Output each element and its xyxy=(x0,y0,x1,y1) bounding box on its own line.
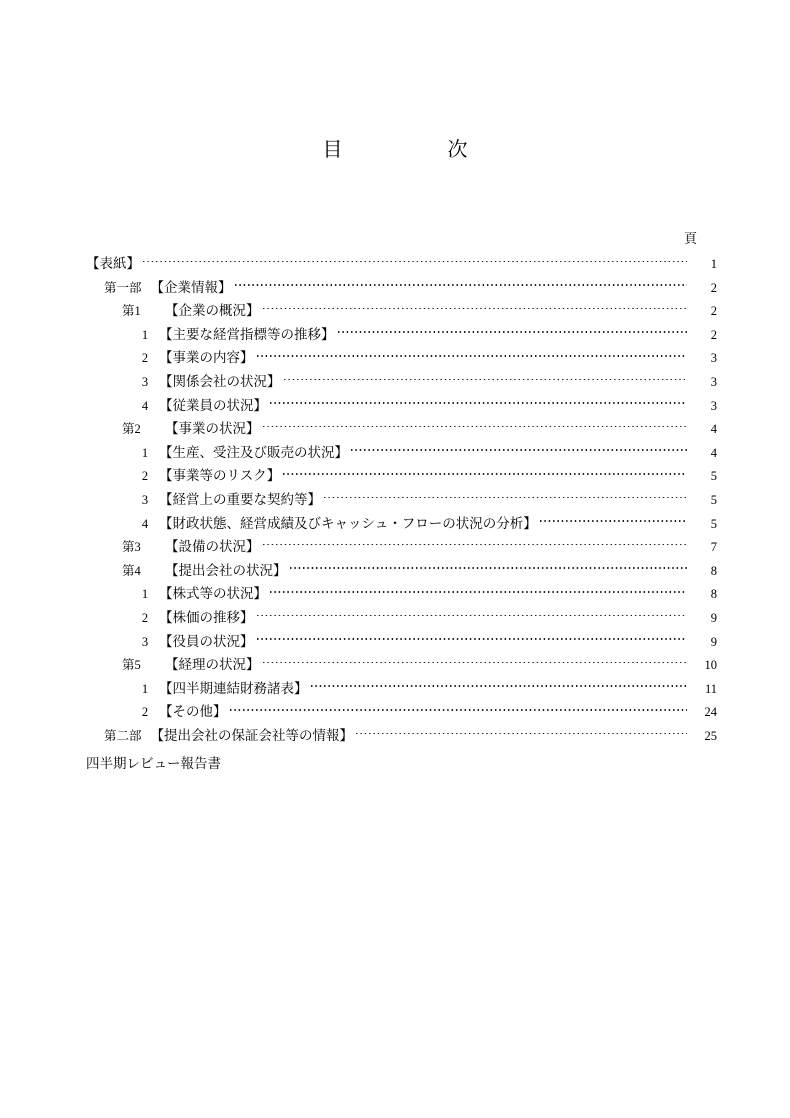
toc-dot-leader xyxy=(356,726,687,740)
toc-entry[interactable] xyxy=(0,535,790,559)
toc-entry-page-number: 8 xyxy=(710,587,717,602)
toc-entry-page-number: 4 xyxy=(710,422,717,437)
toc-entry[interactable] xyxy=(0,276,790,300)
toc-entry-page-number: 7 xyxy=(710,540,717,555)
toc-entry-label xyxy=(122,299,260,319)
toc-entry-page-number: 2 xyxy=(710,304,717,319)
toc-entry-label xyxy=(104,724,353,744)
toc-entry-number: 3 xyxy=(141,634,149,649)
toc-entry[interactable] xyxy=(0,653,790,677)
toc-entry-label xyxy=(140,582,267,602)
toc-entry-title: 【その他】 xyxy=(159,704,227,720)
page-title-char-1: 目 xyxy=(322,139,343,161)
toc-entry-title: 【事業の状況】 xyxy=(165,421,260,437)
toc-entry-title: 【企業情報】 xyxy=(150,279,232,295)
toc-entry[interactable] xyxy=(0,559,790,583)
toc-entry[interactable] xyxy=(0,417,790,441)
toc-entry-title: 【経営上の重要な契約等】 xyxy=(159,491,321,507)
toc-dot-leader xyxy=(324,490,687,504)
toc-entry[interactable] xyxy=(0,252,790,276)
toc-entry[interactable] xyxy=(0,370,790,394)
toc-entry-number: 第4 xyxy=(122,563,141,578)
toc-entry[interactable] xyxy=(0,323,790,347)
toc-entry-number: 第5 xyxy=(122,658,141,673)
toc-entry-label xyxy=(86,252,140,272)
toc-entry-title: 【四半期連結財務諸表】 xyxy=(159,680,308,696)
toc-entry-label xyxy=(122,535,260,555)
toc-entry-label xyxy=(122,653,260,673)
toc-entry[interactable] xyxy=(0,700,790,724)
toc-entry[interactable] xyxy=(0,299,790,323)
toc-entry-label xyxy=(140,323,335,343)
toc-entry-number: 1 xyxy=(141,445,149,460)
toc-entry-title: 【設備の状況】 xyxy=(165,539,260,555)
toc-entry-number: 第3 xyxy=(122,540,141,555)
toc-entry[interactable] xyxy=(0,464,790,488)
toc-entry-page-number: 9 xyxy=(710,634,717,649)
toc-entry-number: 4 xyxy=(141,516,149,531)
toc-entry-page-number: 5 xyxy=(710,469,717,484)
table-of-contents xyxy=(0,252,790,747)
toc-entry-label xyxy=(140,677,308,697)
toc-entry-number: 3 xyxy=(141,492,149,507)
toc-entry-page-number: 8 xyxy=(710,563,717,578)
toc-entry-label xyxy=(140,630,254,650)
toc-dot-leader xyxy=(263,302,688,316)
toc-dot-leader xyxy=(235,278,687,292)
toc-entry-label xyxy=(140,346,254,366)
toc-entry-page-number: 11 xyxy=(704,681,717,696)
toc-entry-number: 第一部 xyxy=(104,280,142,295)
toc-entry-number: 1 xyxy=(141,587,149,602)
toc-dot-leader xyxy=(540,514,687,528)
toc-dot-leader xyxy=(270,585,687,599)
toc-dot-leader xyxy=(257,608,688,622)
toc-entry[interactable] xyxy=(0,630,790,654)
toc-entry-title: 【関係会社の状況】 xyxy=(159,373,281,389)
toc-entry[interactable] xyxy=(0,724,790,748)
toc-entry-page-number: 1 xyxy=(710,257,717,271)
toc-entry-title: 【生産、受注及び販売の状況】 xyxy=(159,444,348,460)
toc-entry-label xyxy=(140,464,280,484)
toc-entry-page-number: 4 xyxy=(710,445,717,460)
toc-entry-label xyxy=(140,606,254,626)
toc-entry-label xyxy=(140,441,348,461)
toc-entry-page-number: 25 xyxy=(704,728,717,743)
toc-entry[interactable] xyxy=(0,582,790,606)
toc-entry[interactable] xyxy=(0,346,790,370)
toc-entry-title: 【主要な経営指標等の推移】 xyxy=(159,326,335,342)
page-number-column-header: 頁 xyxy=(683,231,697,246)
toc-dot-leader xyxy=(270,396,687,410)
toc-dot-leader xyxy=(284,372,688,386)
toc-entry[interactable] xyxy=(0,677,790,701)
toc-entry[interactable] xyxy=(0,606,790,630)
toc-entry-number: 2 xyxy=(141,469,149,484)
toc-entry-page-number: 2 xyxy=(710,280,717,295)
toc-entry-page-number: 5 xyxy=(710,516,717,531)
toc-entry-label xyxy=(140,394,267,414)
toc-dot-leader xyxy=(351,443,687,457)
toc-entry-number: 2 xyxy=(141,705,149,720)
toc-entry-number: 2 xyxy=(141,351,149,366)
toc-entry-page-number: 3 xyxy=(710,398,717,413)
toc-entry-number: 3 xyxy=(141,374,149,389)
toc-entry-label xyxy=(140,370,281,390)
toc-entry-label xyxy=(140,700,227,720)
toc-entry-title: 【役員の状況】 xyxy=(159,633,254,649)
page-title xyxy=(0,138,790,162)
page-title-char-2: 次 xyxy=(447,139,468,161)
toc-dot-leader xyxy=(290,561,688,575)
toc-entry-title: 【従業員の状況】 xyxy=(159,397,267,413)
toc-entry-label xyxy=(140,488,321,508)
toc-entry-page-number: 24 xyxy=(704,705,717,720)
toc-dot-leader xyxy=(263,538,688,552)
toc-entry-number: 1 xyxy=(141,681,149,696)
toc-entry-label xyxy=(122,417,260,437)
toc-entry-title: 【経理の状況】 xyxy=(165,657,260,673)
toc-entry-page-number: 5 xyxy=(710,492,717,507)
toc-entry-page-number: 2 xyxy=(710,327,717,342)
toc-entry[interactable] xyxy=(0,488,790,512)
toc-entry-number: 第二部 xyxy=(104,728,142,743)
toc-entry[interactable] xyxy=(0,512,790,536)
toc-entry-title: 【事業の内容】 xyxy=(159,350,254,366)
toc-entry-page-number: 9 xyxy=(710,610,717,625)
toc-entry-page-number: 10 xyxy=(704,658,717,673)
toc-entry-label xyxy=(122,559,287,579)
toc-entry-label xyxy=(104,276,232,296)
toc-dot-leader xyxy=(143,255,687,269)
toc-entry-page-number: 3 xyxy=(710,374,717,389)
toc-entry-title: 【株式等の状況】 xyxy=(159,586,267,602)
toc-dot-leader xyxy=(311,679,688,693)
footer-note: 四半期レビュー報告書 xyxy=(86,756,221,771)
toc-dot-leader xyxy=(283,467,687,481)
toc-entry-number: 1 xyxy=(141,327,149,342)
toc-dot-leader xyxy=(257,349,688,363)
toc-entry-label xyxy=(140,512,537,532)
toc-entry-title: 【企業の概況】 xyxy=(165,303,260,319)
toc-dot-leader xyxy=(263,656,688,670)
toc-entry-number: 2 xyxy=(141,610,149,625)
toc-dot-leader xyxy=(338,325,688,339)
toc-entry-page-number: 3 xyxy=(710,351,717,366)
toc-dot-leader xyxy=(257,632,688,646)
toc-entry-title: 【表紙】 xyxy=(86,256,140,271)
toc-entry-title: 【提出会社の保証会社等の情報】 xyxy=(150,727,354,743)
toc-entry-title: 【事業等のリスク】 xyxy=(159,468,281,484)
toc-entry-number: 4 xyxy=(141,398,149,413)
toc-entry-title: 【提出会社の状況】 xyxy=(165,562,287,578)
toc-entry[interactable] xyxy=(0,441,790,465)
toc-entry-number: 第2 xyxy=(122,422,141,437)
toc-entry-number: 第1 xyxy=(122,304,141,319)
toc-dot-leader xyxy=(263,420,688,434)
toc-entry[interactable] xyxy=(0,394,790,418)
toc-entry-title: 【財政状態、経営成績及びキャッシュ・フローの状況の分析】 xyxy=(159,515,537,531)
toc-entry-title: 【株価の推移】 xyxy=(159,609,254,625)
toc-dot-leader xyxy=(230,703,688,717)
